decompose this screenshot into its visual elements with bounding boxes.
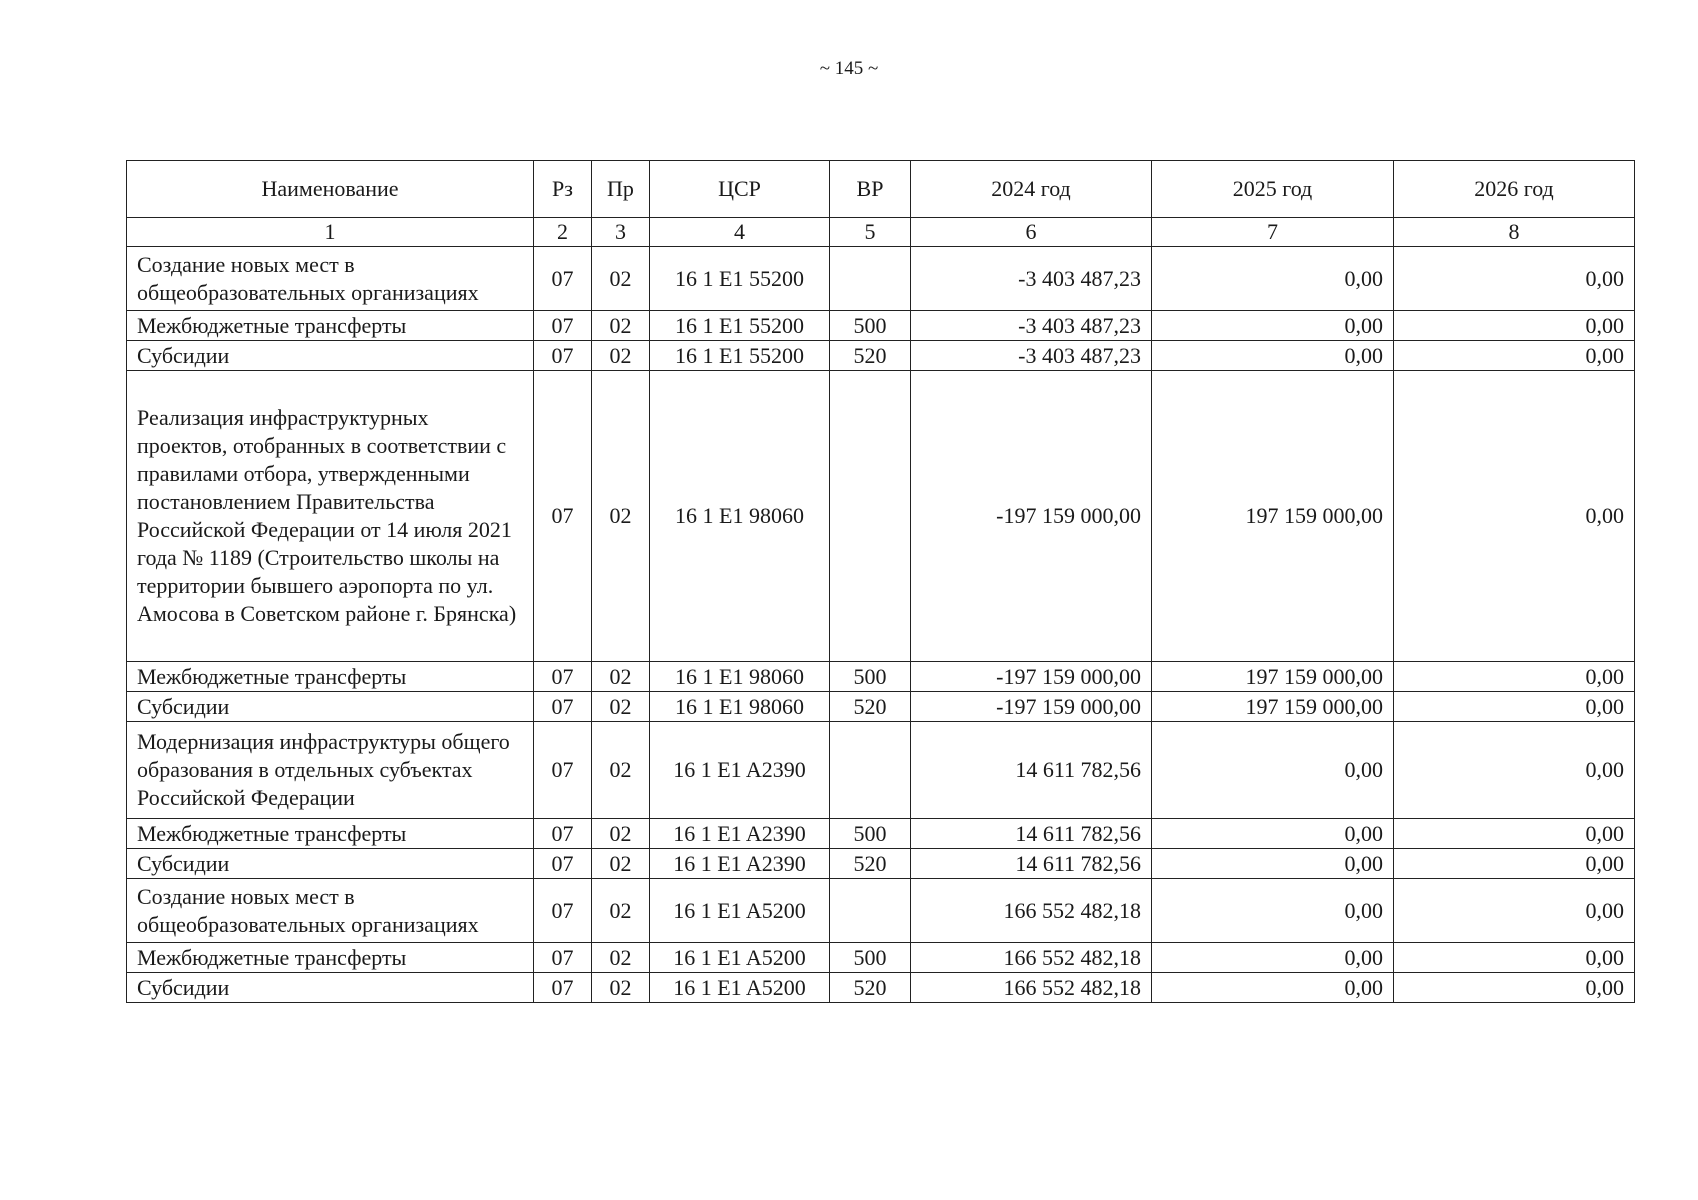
cell-csr: 16 1 E1 55200 (650, 311, 830, 341)
page-number: ~ 145 ~ (819, 58, 879, 79)
cell-csr: 16 1 E1 98060 (650, 662, 830, 692)
cell-vr: 520 (830, 849, 911, 879)
cell-2024: -3 403 487,23 (911, 311, 1152, 341)
cell-2024: 166 552 482,18 (911, 943, 1152, 973)
cell-2026: 0,00 (1394, 341, 1635, 371)
cell-rz: 07 (534, 879, 592, 943)
cell-rz: 07 (534, 371, 592, 662)
cell-name: Межбюджетные трансферты (127, 311, 534, 341)
cell-2024: -197 159 000,00 (911, 692, 1152, 722)
table-row (127, 722, 1635, 819)
cell-rz: 07 (534, 311, 592, 341)
header-2026: 2026 год (1394, 161, 1635, 218)
cell-2024: 166 552 482,18 (911, 879, 1152, 943)
cell-pr: 02 (592, 722, 650, 819)
cell-rz: 07 (534, 973, 592, 1003)
cell-vr: 500 (830, 943, 911, 973)
cell-csr: 16 1 E1 98060 (650, 371, 830, 662)
table-row (127, 371, 1635, 662)
column-number: 6 (911, 218, 1152, 247)
cell-2025: 0,00 (1152, 247, 1394, 311)
cell-2026: 0,00 (1394, 722, 1635, 819)
cell-csr: 16 1 E1 98060 (650, 692, 830, 722)
cell-rz: 07 (534, 692, 592, 722)
cell-pr: 02 (592, 662, 650, 692)
cell-name: Субсидии (127, 341, 534, 371)
cell-vr (830, 247, 911, 311)
cell-vr (830, 722, 911, 819)
cell-csr: 16 1 E1 A5200 (650, 879, 830, 943)
cell-2026: 0,00 (1394, 973, 1635, 1003)
cell-2025: 0,00 (1152, 341, 1394, 371)
cell-rz: 07 (534, 662, 592, 692)
table-row (127, 849, 1635, 879)
cell-csr: 16 1 E1 A5200 (650, 943, 830, 973)
cell-name: Модернизация инфраструктуры общего образования в отдельных субъектах Российской Федерации (127, 722, 534, 819)
cell-name: Межбюджетные трансферты (127, 662, 534, 692)
cell-vr (830, 371, 911, 662)
cell-pr: 02 (592, 973, 650, 1003)
cell-2024: -3 403 487,23 (911, 341, 1152, 371)
column-number: 1 (127, 218, 534, 247)
cell-2026: 0,00 (1394, 311, 1635, 341)
cell-2024: 14 611 782,56 (911, 722, 1152, 819)
column-number: 3 (592, 218, 650, 247)
table-row (127, 341, 1635, 371)
table-row (127, 692, 1635, 722)
cell-csr: 16 1 E1 A2390 (650, 849, 830, 879)
cell-csr: 16 1 E1 A2390 (650, 722, 830, 819)
cell-vr: 520 (830, 692, 911, 722)
header-rz: Рз (534, 161, 592, 218)
header-name: Наименование (127, 161, 534, 218)
column-number: 4 (650, 218, 830, 247)
cell-2025: 197 159 000,00 (1152, 662, 1394, 692)
header-vr: ВР (830, 161, 911, 218)
cell-2025: 0,00 (1152, 849, 1394, 879)
cell-rz: 07 (534, 819, 592, 849)
column-number: 7 (1152, 218, 1394, 247)
table-row (127, 662, 1635, 692)
header-2025: 2025 год (1152, 161, 1394, 218)
header-row (127, 161, 1635, 218)
cell-name: Реализация инфраструктурных проектов, отобранных в соответствии с правилами отбора, утвержденными постановлением Правительства Российской Федерации от 14 июля 2021 года № 1189 (Строительство школы на территории бывшего аэропорта по ул. Амосова в Советском районе г. Брянска) (127, 371, 534, 662)
cell-2025: 197 159 000,00 (1152, 692, 1394, 722)
cell-pr: 02 (592, 247, 650, 311)
cell-vr (830, 879, 911, 943)
cell-2024: -197 159 000,00 (911, 662, 1152, 692)
cell-vr: 500 (830, 819, 911, 849)
budget-table (126, 160, 1635, 1003)
cell-rz: 07 (534, 943, 592, 973)
cell-pr: 02 (592, 943, 650, 973)
cell-2026: 0,00 (1394, 879, 1635, 943)
cell-name: Межбюджетные трансферты (127, 819, 534, 849)
cell-vr: 520 (830, 973, 911, 1003)
cell-rz: 07 (534, 247, 592, 311)
cell-csr: 16 1 E1 55200 (650, 247, 830, 311)
cell-2026: 0,00 (1394, 247, 1635, 311)
table-row (127, 247, 1635, 311)
cell-2026: 0,00 (1394, 371, 1635, 662)
cell-rz: 07 (534, 722, 592, 819)
cell-pr: 02 (592, 371, 650, 662)
cell-name: Межбюджетные трансферты (127, 943, 534, 973)
column-number: 2 (534, 218, 592, 247)
column-number: 8 (1394, 218, 1635, 247)
cell-name: Создание новых мест в общеобразовательных организациях (127, 879, 534, 943)
header-pr: Пр (592, 161, 650, 218)
table-row (127, 973, 1635, 1003)
cell-name: Субсидии (127, 692, 534, 722)
cell-2026: 0,00 (1394, 943, 1635, 973)
cell-name: Субсидии (127, 973, 534, 1003)
cell-pr: 02 (592, 311, 650, 341)
cell-pr: 02 (592, 341, 650, 371)
cell-2025: 197 159 000,00 (1152, 371, 1394, 662)
cell-vr: 500 (830, 662, 911, 692)
cell-pr: 02 (592, 692, 650, 722)
column-number: 5 (830, 218, 911, 247)
cell-2025: 0,00 (1152, 943, 1394, 973)
cell-2025: 0,00 (1152, 722, 1394, 819)
column-number-row (127, 218, 1635, 247)
cell-pr: 02 (592, 849, 650, 879)
cell-2024: -3 403 487,23 (911, 247, 1152, 311)
cell-2024: -197 159 000,00 (911, 371, 1152, 662)
header-2024: 2024 год (911, 161, 1152, 218)
cell-2024: 14 611 782,56 (911, 849, 1152, 879)
cell-pr: 02 (592, 879, 650, 943)
cell-2024: 14 611 782,56 (911, 819, 1152, 849)
cell-rz: 07 (534, 849, 592, 879)
cell-2026: 0,00 (1394, 662, 1635, 692)
cell-2025: 0,00 (1152, 973, 1394, 1003)
table-row (127, 879, 1635, 943)
cell-name: Создание новых мест в общеобразовательных организациях (127, 247, 534, 311)
cell-2026: 0,00 (1394, 819, 1635, 849)
cell-pr: 02 (592, 819, 650, 849)
cell-csr: 16 1 E1 A2390 (650, 819, 830, 849)
cell-vr: 500 (830, 311, 911, 341)
cell-2026: 0,00 (1394, 849, 1635, 879)
cell-rz: 07 (534, 341, 592, 371)
cell-name: Субсидии (127, 849, 534, 879)
cell-2025: 0,00 (1152, 879, 1394, 943)
cell-2024: 166 552 482,18 (911, 973, 1152, 1003)
cell-vr: 520 (830, 341, 911, 371)
table-row (127, 819, 1635, 849)
cell-csr: 16 1 E1 55200 (650, 341, 830, 371)
cell-2026: 0,00 (1394, 692, 1635, 722)
cell-2025: 0,00 (1152, 819, 1394, 849)
table-row (127, 311, 1635, 341)
cell-csr: 16 1 E1 A5200 (650, 973, 830, 1003)
header-csr: ЦСР (650, 161, 830, 218)
table-row (127, 943, 1635, 973)
cell-2025: 0,00 (1152, 311, 1394, 341)
